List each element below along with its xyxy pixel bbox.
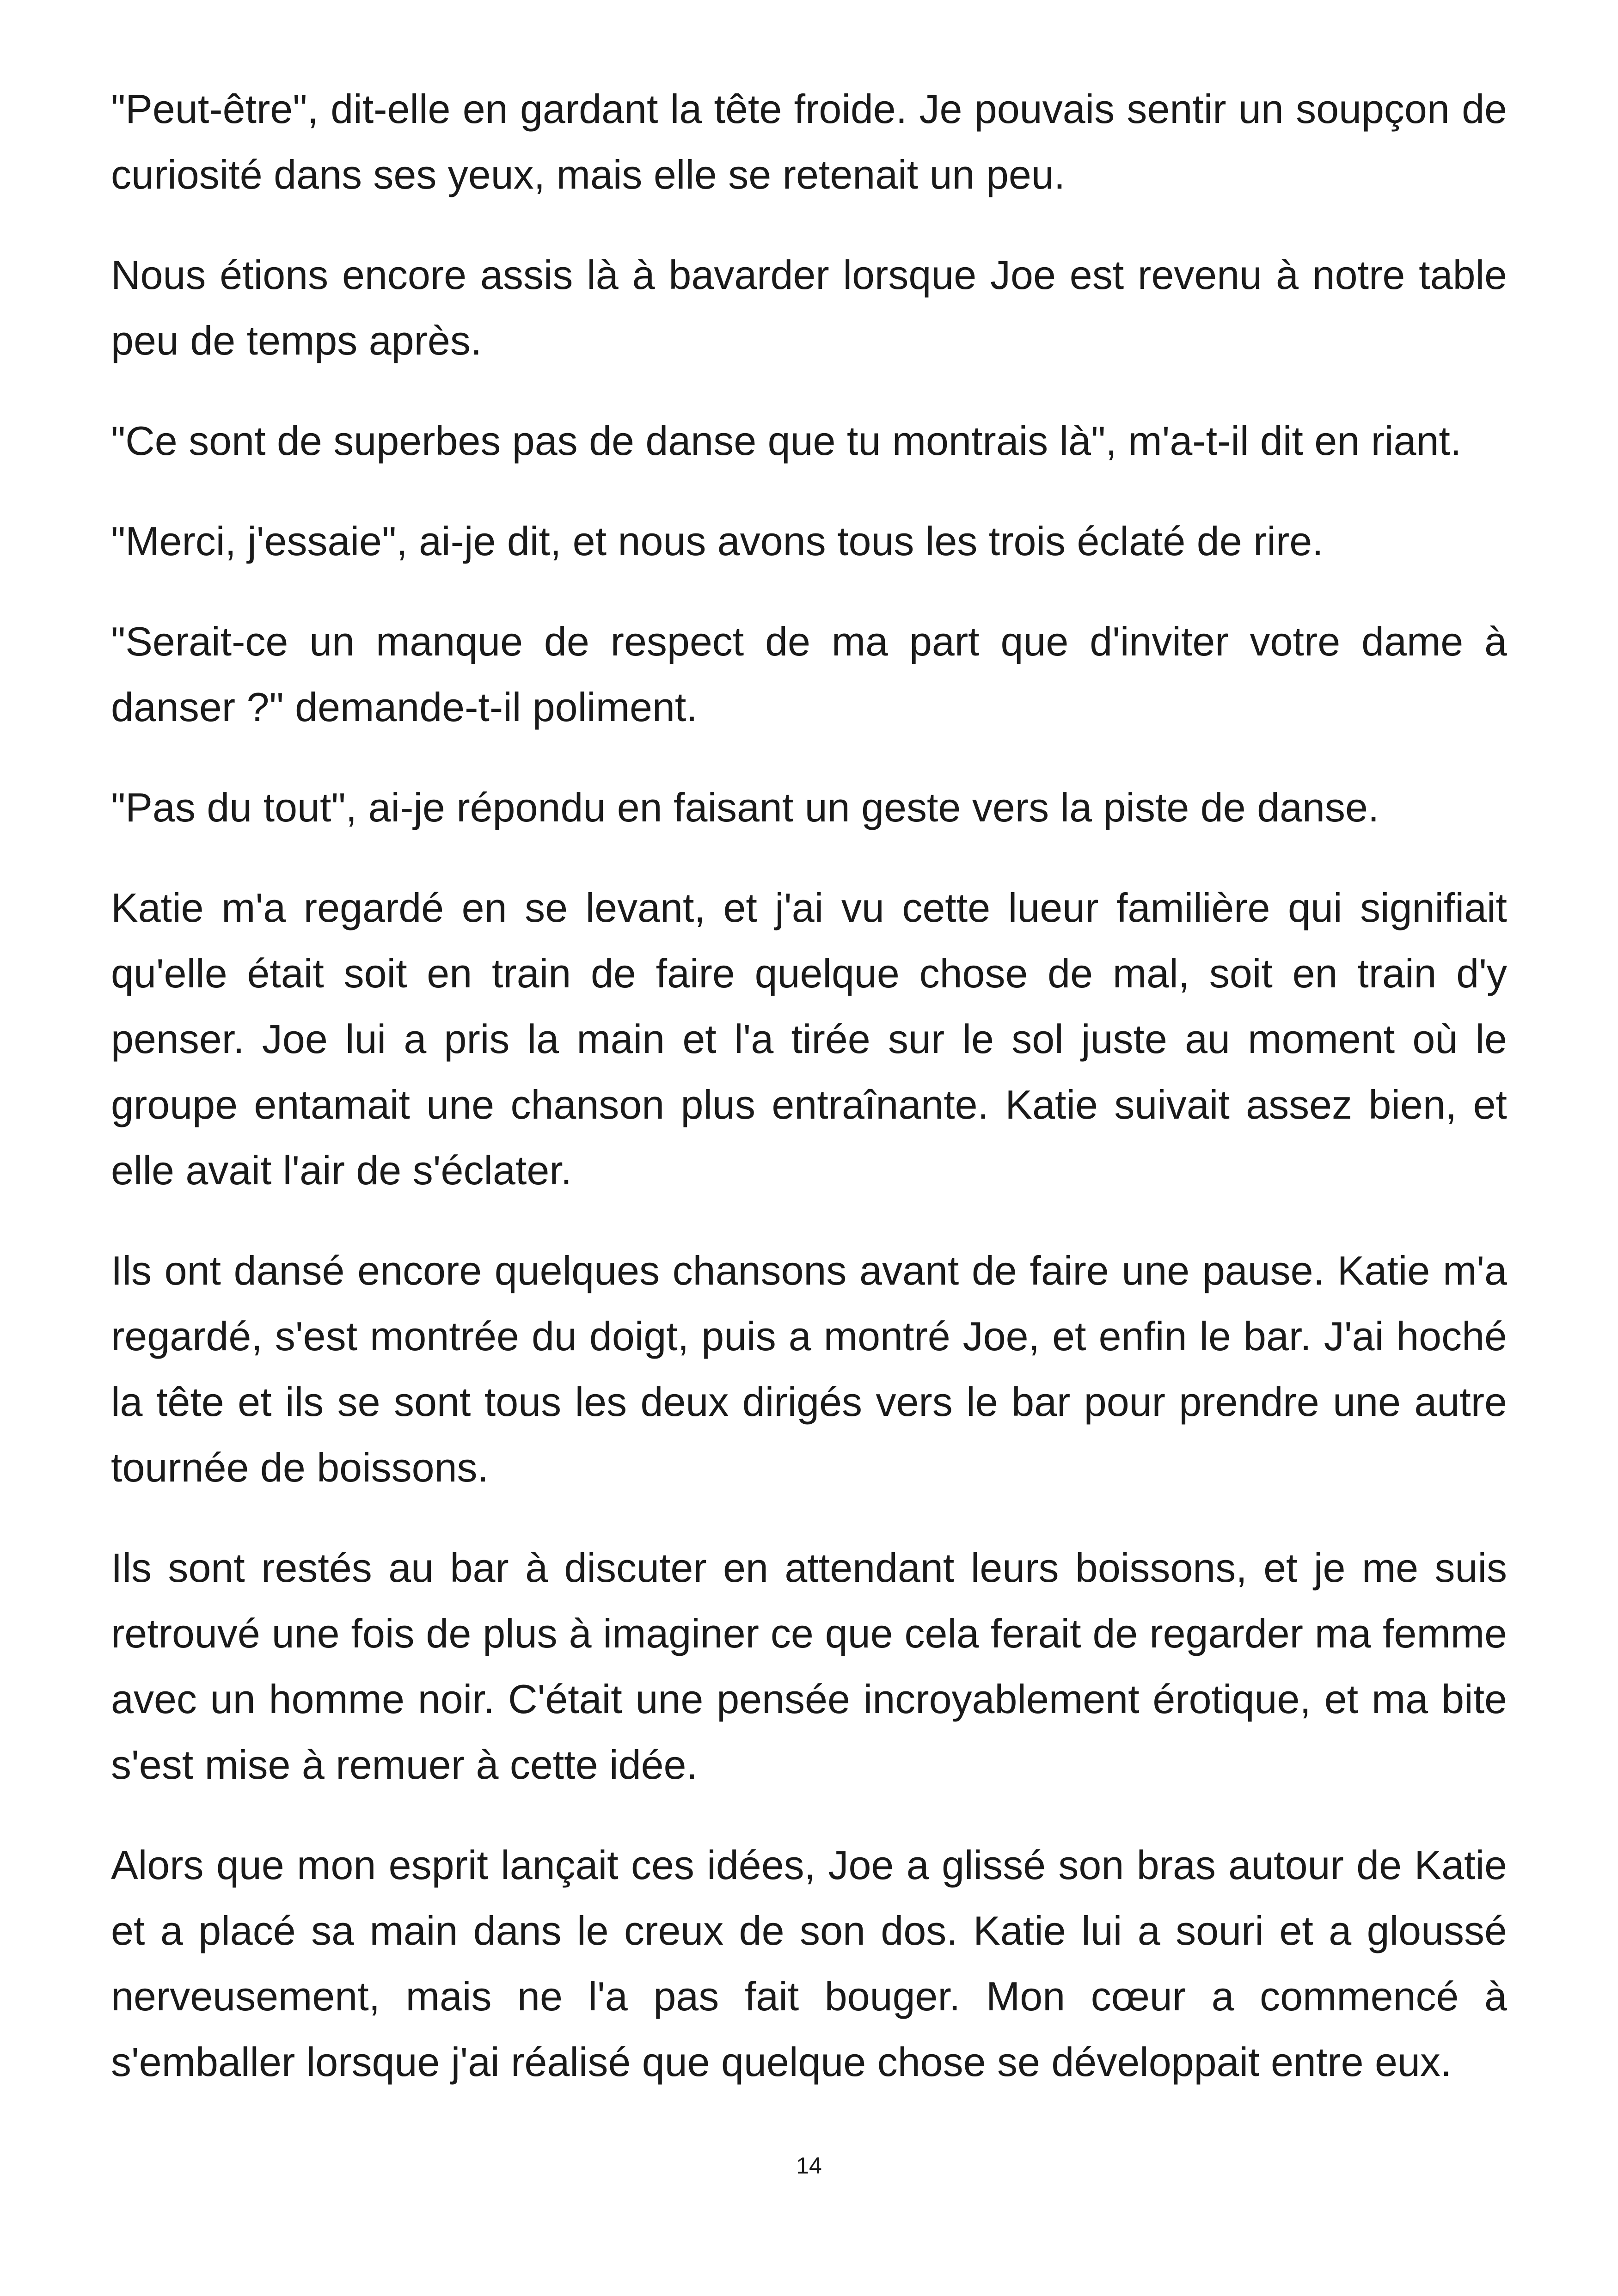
page-number: 14 (796, 2153, 822, 2179)
paragraph: "Ce sont de superbes pas de danse que tu montrais là", m'a-t-il dit en riant. (111, 418, 1462, 464)
paragraph: "Serait-ce un manque de respect de ma part que d'inviter votre dame à danser ?" demande-t-il poliment. (111, 618, 1507, 730)
paragraph: Ils sont restés au bar à discuter en attendant leurs boissons, et je me suis retrouvé une fois de plus à imaginer ce que cela ferait de regarder ma femme avec un homme noir. C'était une pensée incroyablement érotique, et ma bite s'est mise à remuer à cette idée. (111, 1545, 1507, 1788)
page-body (111, 76, 1507, 2130)
paragraph: Ils ont dansé encore quelques chansons avant de faire une pause. Katie m'a regardé, s'est montrée du doigt, puis a montré Joe, et enfin le bar. J'ai hoché la tête et ils se sont tous les deux dirigés vers le bar pour prendre une autre tournée de boissons. (111, 1248, 1507, 1490)
paragraph: "Pas du tout", ai-je répondu en faisant un geste vers la piste de danse. (111, 784, 1379, 830)
paragraph: Nous étions encore assis là à bavarder lorsque Joe est revenu à notre table peu de temps après. (111, 252, 1507, 363)
paragraph: Alors que mon esprit lançait ces idées, Joe a glissé son bras autour de Katie et a placé sa main dans le creux de son dos. Katie lui a souri et a gloussé nerveusement, mais ne l'a pas fait bouger. Mon cœur a commencé à s'emballer lorsque j'ai réalisé que quelque chose se développait entre eux. (111, 1842, 1507, 2085)
paragraph: Katie m'a regardé en se levant, et j'ai vu cette lueur familière qui signifiait qu'elle était soit en train de faire quelque chose de mal, soit en train d'y penser. Joe lui a pris la main et l'a tirée sur le sol juste au moment où le groupe entamait une chanson plus entraînante. Katie suivait assez bien, et elle avait l'air de s'éclater. (111, 885, 1507, 1193)
paragraph: "Peut-être", dit-elle en gardant la tête froide. Je pouvais sentir un soupçon de curiosité dans ses yeux, mais elle se retenait un peu. (111, 86, 1507, 197)
paragraph: "Merci, j'essaie", ai-je dit, et nous avons tous les trois éclaté de rire. (111, 518, 1324, 564)
